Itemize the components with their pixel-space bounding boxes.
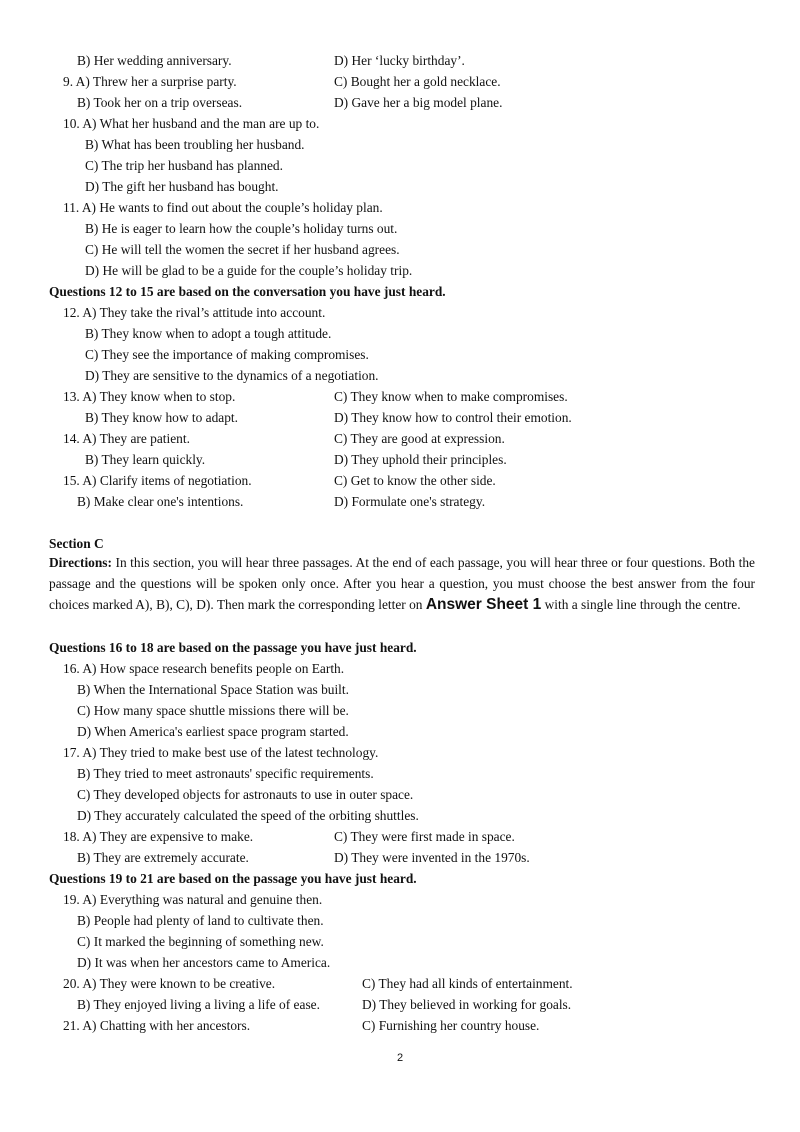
q9-option-c: C) Bought her a gold necklace.: [334, 74, 501, 89]
q19-option-b: B) People had plenty of land to cultivate then.: [77, 913, 324, 928]
q16-option-a: 16. A) How space research benefits people on Earth.: [63, 661, 345, 676]
q14-option-a: 14. A) They are patient.: [63, 431, 190, 446]
q15-option-b: B) Make clear one's intentions.: [77, 494, 244, 509]
section-c-directions: [49, 552, 755, 615]
q16-option-b: B) When the International Space Station was built.: [77, 682, 349, 697]
section-c-title: Section C: [49, 536, 104, 551]
answer-sheet-ref: Answer Sheet 1: [425, 596, 542, 613]
q9-option-a: 9. A) Threw her a surprise party.: [63, 74, 237, 89]
heading-questions-16-18: Questions 16 to 18 are based on the passage you have just heard.: [49, 640, 417, 655]
q14-option-b: B) They learn quickly.: [85, 452, 206, 467]
q20-option-c: C) They had all kinds of entertainment.: [362, 976, 573, 991]
directions-label: Directions:: [49, 555, 112, 570]
q19-option-d: D) It was when her ancestors came to America.: [77, 955, 331, 970]
q12-option-b: B) They know when to adopt a tough attitude.: [85, 326, 332, 341]
q9-option-b: B) Took her on a trip overseas.: [77, 95, 243, 110]
q12-option-a: 12. A) They take the rival’s attitude into account.: [63, 305, 326, 320]
q15-option-a: 15. A) Clarify items of negotiation.: [63, 473, 252, 488]
q10-option-c: C) The trip her husband has planned.: [85, 158, 283, 173]
q13-option-b: B) They know how to adapt.: [85, 410, 238, 425]
q20-option-d: D) They believed in working for goals.: [362, 997, 572, 1012]
q18-option-c: C) They were first made in space.: [334, 829, 515, 844]
directions-text-1: In this section, you will hear three passages. At the end of each passage, you will hear three or four questions. Both the passage and the questions will be spoken only once. After you hear a question, you must choose the best answer from the four choices marked A), B), C), D). Then mark the corresponding letter on: [49, 555, 755, 612]
q15-option-c: C) Get to know the other side.: [334, 473, 496, 488]
q17-option-b: B) They tried to meet astronauts' specific requirements.: [77, 766, 374, 781]
q15-option-d: D) Formulate one's strategy.: [334, 494, 486, 509]
q21-option-a: 21. A) Chatting with her ancestors.: [63, 1018, 251, 1033]
q14-option-c: C) They are good at expression.: [334, 431, 505, 446]
q11-option-b: B) He is eager to learn how the couple’s holiday turns out.: [85, 221, 398, 236]
q17-option-a: 17. A) They tried to make best use of the latest technology.: [63, 745, 379, 760]
q12-option-d: D) They are sensitive to the dynamics of a negotiation.: [85, 368, 379, 383]
q10-option-d: D) The gift her husband has bought.: [85, 179, 279, 194]
q13-option-c: C) They know when to make compromises.: [334, 389, 568, 404]
q19-option-a: 19. A) Everything was natural and genuine then.: [63, 892, 323, 907]
q16-option-c: C) How many space shuttle missions there will be.: [77, 703, 349, 718]
q12-option-c: C) They see the importance of making compromises.: [85, 347, 369, 362]
q21-option-c: C) Furnishing her country house.: [362, 1018, 540, 1033]
q14-option-d: D) They uphold their principles.: [334, 452, 507, 467]
directions-text-2: with a single line through the centre.: [541, 597, 741, 612]
q11-option-c: C) He will tell the women the secret if her husband agrees.: [85, 242, 400, 257]
q18-option-b: B) They are extremely accurate.: [77, 850, 249, 865]
q8-option-d: D) Her ‘lucky birthday’.: [334, 53, 465, 68]
heading-questions-12-15: Questions 12 to 15 are based on the conversation you have just heard.: [49, 284, 446, 299]
q13-option-d: D) They know how to control their emotion.: [334, 410, 572, 425]
q16-option-d: D) When America's earliest space program started.: [77, 724, 349, 739]
q18-option-d: D) They were invented in the 1970s.: [334, 850, 530, 865]
q8-option-b: B) Her wedding anniversary.: [77, 53, 232, 68]
q10-option-a: 10. A) What her husband and the man are up to.: [63, 116, 320, 131]
q11-option-d: D) He will be glad to be a guide for the couple’s holiday trip.: [85, 263, 413, 278]
page-number: 2: [396, 1052, 404, 1064]
q17-option-c: C) They developed objects for astronauts to use in outer space.: [77, 787, 414, 802]
q9-option-d: D) Gave her a big model plane.: [334, 95, 503, 110]
q13-option-a: 13. A) They know when to stop.: [63, 389, 236, 404]
q11-option-a: 11. A) He wants to find out about the couple’s holiday plan.: [63, 200, 383, 215]
q18-option-a: 18. A) They are expensive to make.: [63, 829, 254, 844]
q17-option-d: D) They accurately calculated the speed of the orbiting shuttles.: [77, 808, 419, 823]
q19-option-c: C) It marked the beginning of something new.: [77, 934, 324, 949]
q10-option-b: B) What has been troubling her husband.: [85, 137, 305, 152]
q20-option-a: 20. A) They were known to be creative.: [63, 976, 276, 991]
q20-option-b: B) They enjoyed living a living a life of ease.: [77, 997, 320, 1012]
heading-questions-19-21: Questions 19 to 21 are based on the passage you have just heard.: [49, 871, 417, 886]
